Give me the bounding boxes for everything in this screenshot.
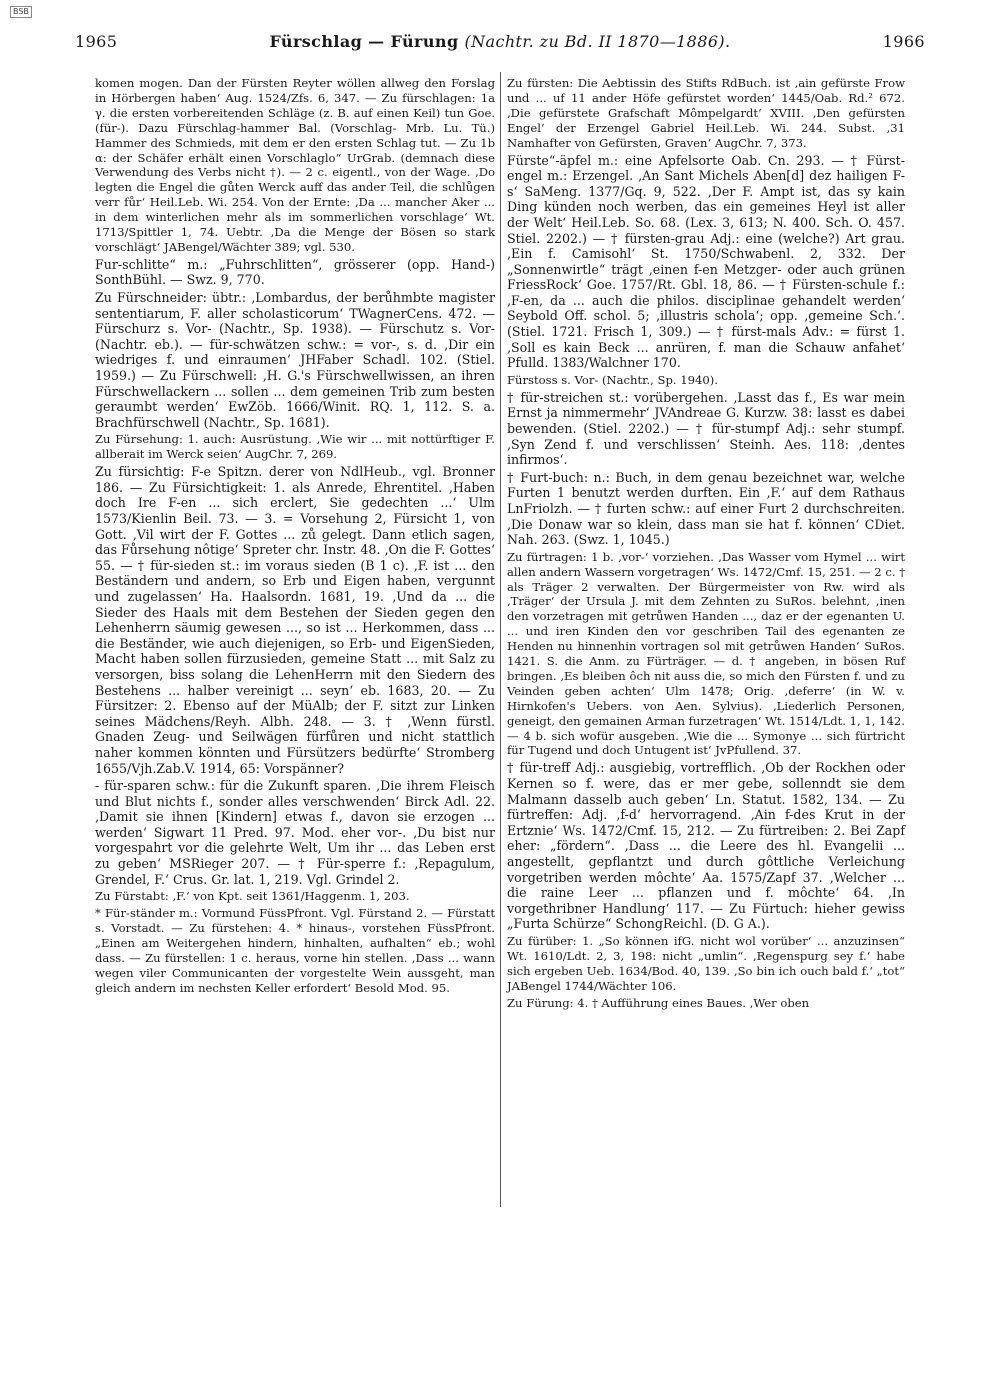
- left-paragraph-8: * Für-ständer m.: Vormund FüssPfront. Vgl. Fürstand 2. — Fürstatt s. Vorstadt. — Zu fürstehen: 4. * hinaus-, vorstehen FüssPfront. „Einen am Weitergehen hindern, hinhalten, aufhalten“ eb.; wohl dass. — Zu fürstellen: 1 c. heraus, vorne hin stellen. ‚Dass ... wann wegen viler Communicanten der vorgestelte Wein aussgeht, man gleich andern im nechsten Keller erfordert‘ Besold Mod. 95.: [95, 906, 495, 995]
- left-paragraph-4: Zu Fürsehung: 1. auch: Ausrüstung. ‚Wie wir ... mit nottürftiger F. allberait im Werck seien‘ AugChr. 7, 269.: [95, 432, 495, 462]
- right-paragraph-7: † für-treff Adj.: ausgiebig, vortrefflich. ‚Ob der Rockhen oder Kernen so f. were, das er mer gebe, sollenndt sie dem Malmann dasselb auch geben‘ Ln. Statut. 1582, 134. — Zu fürtreffen: Adj. ‚f-d‘ hervorragend. ‚Ain f-des Krut in der Ertznie‘ Ws. 1472/Cmf. 15, 212. — Zu fürtreiben: 2. Bei Zapf eher: „fördern“. ‚Dass ... die Leere des hl. Evangelii ... angestellt, gepflantzt und durch gôttliche Verleichung vorgetriben werden môchte‘ Aa. 1575/Zapf 37. ‚Welcher ... die raine Leer ... pflanzen und f. môchte‘ 64. ‚In vorgethribner Handlung‘ 117. — Zu Fürtuch: hieher gewiss „Furta Schürze“ SchongReichl. (D. G A.).: [507, 760, 905, 932]
- left-paragraph-5: Zu fürsichtig: F-e Spitzn. derer von NdlHeub., vgl. Bronner 186. — Zu Fürsichtigkeit: 1. als Anrede, Ehrentitel. ‚Haben doch Ire F-en ... sich erclert, Sie gedechten ...‘ Ulm 1573/Kienlin Beil. 73. — 3. = Vorsehung 2, Fürsicht 1, von Gott. ‚Vil wirt der F. Gottes ... zů gelegt. Dann etlich sagen, das Fůrsehung nôtige‘ Spreter chr. Instr. 48. ‚On die F. Gottes‘ 55. — † für-sieden st.: im voraus sieden (B 1 c). ‚F. ist ... den Beständern und andern, so Erb und Eigen haben, vergunnt und zugelassen‘ Ha. Haalsordn. 1681, 19. ‚Und da ... die Sieder des Haals mit dem Bestehen der Sieden gegen den Lehenherrn säumig gewesen ..., so ist ... Herkommen, dass ... die Beständer, wie auch diejenigen, so Erb- und EigenSieden, Macht haben sollen fürzusieden, gemeine Statt ... mit Salz zu versorgen, biss solang die LehenHerrn mit den Siedern des Bestehens ... halber vereinigt ... seyn‘ eb. 1683, 20. — Zu Fürsitzer: 2. Ebenso auf der MüAlb; der F. sitzt zur Linken seines Mädchens/Reyh. Albh. 248. — 3. † ‚Wenn fürstl. Gnaden Zeug- und Seilwägen fürfůren und nicht stattlich naher kommen könnten und Fürsützers bedürfte‘ Stromberg 1655/Vjh.Zab.V. 1914, 65: Vorspänner?: [95, 464, 495, 776]
- right-paragraph-4: † für-streichen st.: vorübergehen. ‚Lasst das f., Es war mein Ernst ja nimmermehr‘ JVAndreae G. Kurzw. 38: lasst es dabei bewenden. (Stiel. 2202.) — † für-stumpf Adj.: sehr stumpf. ‚Syn Zend f. und verschlissen‘ Steinh. Aes. 118: ‚dentes infirmos‘.: [507, 389, 905, 468]
- library-stamp: BSB: [10, 6, 32, 18]
- left-paragraph-3: Zu Fürschneider: übtr.: ‚Lombardus, der berůhmbte magister sententiarum, F. aller scholasticorum‘ TWagnerCens. 472. — Fürschurz s. Vor- (Nachtr., Sp. 1938). — Fürschutz s. Vor- (Nachtr. eb.). — für-schwätzen schw.: = vor-, s. d. ‚Dir ein wiedriges f. und einraumen‘ JHFaber Schadl. 102. (Stiel. 1959.) — Zu Fürschwell: ‚H. G.'s Fürschwellwissen, an ihren Fürschwellackern ... sollen ... dem gemeinen Trib zum besten geraumbt werden‘ EwZöb. 1666/Winit. RQ. 1, 112. S. a. Brachfürschwell (Nachtr., Sp. 1681).: [95, 290, 495, 430]
- right-paragraph-9: Zu Fürung: 4. † Aufführung eines Baues. ‚Wer oben: [507, 995, 810, 1010]
- column-divider: [500, 72, 501, 1207]
- left-paragraph-2: Fur-schlitte“ m.: „Fuhrschlitten“, grösserer (opp. Hand-) SonthBühl. — Swz. 9, 770.: [95, 256, 495, 288]
- left-paragraph-1: komen mogen. Dan der Fürsten Reyter wöllen allweg den Forslag in Hörbergen haben‘ Aug. 1524/Zfs. 6, 347. — Zu fürschlagen: 1a γ. die ersten vorbereitenden Schläge (z. B. auf einen Keil) tun Goe. (für-). Dazu Fürschlag-hammer Bal. (Vorschlag- Mrb. Lu. Tü.) Hammer des Schmieds, mit dem er den ersten Schlag tut. — Zu 1b α: der Schäfer erhält einen Vorschlaglo“ UrGrab. (demnach diese Verwendung des Verbs nicht †). — 2 c. eigentl., von der Wage. ‚Do legten die Engel die gůten Werck auff das ander Teil, die schlůgen verr fůr‘ Heil.Leb. Wi. 254. Von der Ernte: ‚Da ... mancher Aker ... in dem winterlichen mehr als im sommerlichen vorschlage‘ Wt. 1713/Spittler 1, 74. Uebtr. ‚Da die Menge der Bösen so stark vorschlägt‘ JABengel/Wächter 389; vgl. 530.: [95, 76, 495, 254]
- right-paragraph-3: Fürstoss s. Vor- (Nachtr., Sp. 1940).: [507, 372, 718, 387]
- left-paragraph-6: - für-sparen schw.: für die Zukunft sparen. ‚Die ihrem Fleisch und Blut nichts f., sonder alles verschwenden‘ Birck Adl. 22. ‚Damit sie ihnen [Kindern] etwas f., davon sie erzogen ... werden‘ Sigwart 11 Pred. 97. Mod. eher vor-. ‚Du bist nur vorgespahrt vor die gelehrte Welt, Um ihr ... das Leben erst zu geben‘ MSRieger 207. — † Für-sperre f.: ‚Repagulum, Grendel, F.‘ Crus. Gr. lat. 1, 219. Vgl. Grindel 2.: [95, 778, 495, 887]
- right-column: [507, 76, 905, 1010]
- page-number-right: 1966: [882, 32, 925, 51]
- running-title: [269, 32, 730, 51]
- page-number-left: 1965: [75, 32, 118, 51]
- running-title-subtitle: (Nachtr. zu Bd. II 1870—1886).: [464, 32, 731, 51]
- right-paragraph-2: Fürste“-äpfel m.: eine Apfelsorte Oab. Cn. 293. — † Fürst-engel m.: Erzengel. ‚An Sant Michels Aben[d] dez hailigen F-s‘ SaMeng. 1377/Gq. 9, 522. ‚Der F. Ampt ist, das sy kain Ding künden noch werben, das ein gemeines Heyl ist aller der Welt‘ Heil.Leb. So. 68. (Lex. 3, 613; N. 400. Sch. O. 457. Stiel. 2202.) — † fürsten-grau Adj.: eine (welche?) Art grau. ‚Ein f. Camisohl‘ St. 1750/Schwabenl. 2, 332. Der „Sonnenwirtle“ trägt ‚einen f-en Metzger- oder auch grünen FriessRock‘ Goe. 1757/Rt. Gbl. 18, 86. — † Fürsten-schule f.: ‚F-en, da ... auch die philos. disciplinae gehandelt werden‘ Seybold Off. schol. 5; ‚illustris schola‘; opp. ‚gemeine Sch.‘. (Stiel. 1721. Frisch 1, 309.) — † fürst-mals Adv.: = fürst 1. ‚Soll es kain Beck ... anrüren, f. man die Schauw anfahet‘ Pfulld. 1383/Walchner 170.: [507, 152, 905, 371]
- left-column: [95, 76, 495, 996]
- right-paragraph-1: Zu fürsten: Die Aebtissin des Stifts RdBuch. ist ‚ain gefürste Frow und ... uf 11 ander Höfe gefürstet worden‘ 1445/Oab. Rd.² 672. ‚Die gefürstete Grafschaft Mômpelgardt‘ XVIII. ‚Den gefürsten Engel‘ der Erzengel Gabriel Heil.Leb. Wi. 244. Subst. ‚31 Namhafter von Gefürsten, Graven‘ AugChr. 7, 373.: [507, 76, 905, 150]
- right-paragraph-6: Zu fürtragen: 1 b. ‚vor-‘ vorziehen. ‚Das Wasser vom Hymel ... wirt allen andern Wassern vorgetragen‘ Ws. 1472/Cmf. 15, 251. — 2 c. † als Träger 2 verwalten. Der Bürgermeister von Rw. wird als ‚Träger‘ der Ursula J. mit dem Zehnten zu SuRos. belehnt, ‚inen den vorzetragen mit getrůwen Handen ..., daz er der egenanten U. ... und iren Kinden den vor geschriben Tail des egenanten ze Henden nu hinnenhin vortragen sol mit getrůwen Handen‘ SuRos. 1421. S. die Anm. zu Fürträger. — d. † angeben, in bösen Ruf bringen. ‚Es bleiben ôch nit auss die, so mich den Fürsten f. und zu Veinden geben achten‘ Ulm 1478; Orig. ‚deferre‘ (in W. v. Hirnkofen's Uebers. von Aen. Sylvius). ‚Liederlich Personen, geneigt, den gemainen Arman furzetragen‘ Wt. 1514/Ldt. 1, 1, 142. — 4 b. sich wofür ausgeben. ‚Wie die ... Symonye ... sich fürtricht für Tugend und doch Untugent ist‘ JvPfullend. 37.: [507, 549, 905, 758]
- right-paragraph-5: † Furt-buch: n.: Buch, in dem genau bezeichnet war, welche Furten 1 benutzt werden durften. Ein ‚F.‘ auf dem Rathaus LnFriolzh. — † furten schw.: auf einer Furt 2 durchschreiten. ‚Die Donaw war so klein, dass man sie hat f. können‘ CDiet. Nah. 263. (Swz. 1, 1045.): [507, 469, 905, 548]
- right-paragraph-8: Zu fürüber: 1. „So können ifG. nicht wol vorüber‘ ... anzuzinsen“ Wt. 1610/Ldt. 2, 3, 198: nicht „umlin“. ‚Regenspurg sey f.‘ habe sich ergeben Ueb. 1634/Bod. 40, 139. ‚So bin ich ouch bald f.‘ „tot“ JABengel 1744/Wächter 106.: [507, 933, 905, 993]
- left-paragraph-7: Zu Fürstabt: ‚F.‘ von Kpt. seit 1361/Haggenm. 1, 203.: [95, 889, 410, 904]
- page-header: [75, 32, 925, 58]
- running-title-main: Fürschlag — Fürung: [269, 32, 459, 51]
